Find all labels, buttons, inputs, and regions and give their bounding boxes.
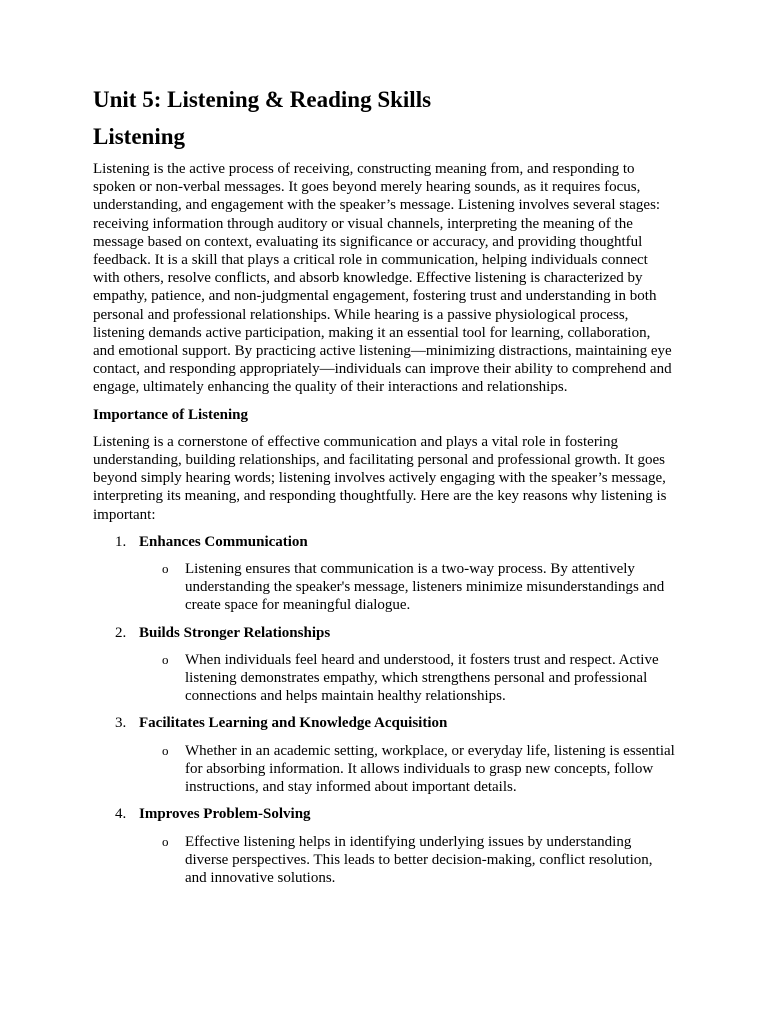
list-item-title: Facilitates Learning and Knowledge Acquisition: [139, 715, 448, 732]
unit-title: Unit 5: Listening & Reading Skills: [93, 87, 432, 112]
importance-heading: Importance of Listening: [93, 406, 248, 423]
circle-bullet-icon: o: [162, 833, 169, 849]
intro-paragraph: Listening is the active process of receiving, constructing meaning from, and responding to spoken or non-verbal messages. It goes beyond merely hearing sounds, as it requires focus, understanding, and engagement with the speaker’s message. Listening involves several stages: receiving information through auditory or visual channels, interpreting the meaning of the message based on context, evaluating its significance or accuracy, and providing thoughtful feedback. It is a skill that plays a critical role in communication, helping individuals connect with others, resolve conflicts, and absorb knowledge. Effective listening is characterized by empathy, patience, and non-judgmental engagement, fostering trust and understanding in both personal and professional relationships. While hearing is a passive physiological process, listening demands active participation, making it an essential tool for learning, collaboration, and emotional support. By practicing active listening—minimizing distractions, maintaining eye contact, and responding appropriately—individuals can improve their ability to comprehend and engage, ultimately enhancing the quality of their interactions and relationships.: [93, 161, 672, 396]
circle-bullet-icon: o: [162, 651, 169, 667]
section-title: Listening: [93, 124, 186, 149]
list-item: [93, 624, 675, 706]
circle-bullet-icon: o: [162, 742, 169, 758]
list-item-detail: Whether in an academic setting, workplace, or everyday life, listening is essential for absorbing information. It allows individuals to grasp new concepts, follow instructions, and stay informed about important details.: [185, 742, 675, 796]
list-number: 3.: [115, 715, 127, 732]
list-number: 1.: [115, 533, 127, 550]
list-item-detail: When individuals feel heard and understood, it fosters trust and respect. Active listening demonstrates empathy, which strengthens personal and professional connections and helps maintain healthy relationships.: [185, 651, 659, 705]
list-number: 4.: [115, 806, 127, 823]
list-number: 2.: [115, 624, 127, 641]
list-item: [93, 805, 675, 887]
list-item-detail-row: [93, 651, 675, 706]
reasons-list: [93, 533, 675, 887]
list-item-title: Builds Stronger Relationships: [139, 624, 331, 641]
list-item-title: Enhances Communication: [139, 533, 308, 550]
list-item-title: Improves Problem-Solving: [139, 806, 311, 823]
list-item-detail: Effective listening helps in identifying underlying issues by understanding diverse perspectives. This leads to better decision-making, conflict resolution, and innovative solutions.: [185, 833, 653, 886]
importance-paragraph: Listening is a cornerstone of effective communication and plays a vital role in fostering understanding, building relationships, and facilitating personal and professional growth. It goes beyond simply hearing words; listening involves actively engaging with the speaker’s message, interpreting its meaning, and responding thoughtfully. Here are the key reasons why listening is important:: [93, 433, 667, 523]
list-item: [93, 533, 675, 615]
list-item-detail-row: [93, 742, 675, 797]
list-item-detail-row: [93, 833, 675, 888]
list-item: [93, 714, 675, 796]
list-item-detail-row: [93, 560, 675, 615]
list-item-detail: Listening ensures that communication is a two-way process. By attentively understanding the speaker's message, listeners minimize misunderstandings and create space for meaningful dialogue.: [185, 561, 665, 614]
circle-bullet-icon: o: [162, 561, 169, 577]
